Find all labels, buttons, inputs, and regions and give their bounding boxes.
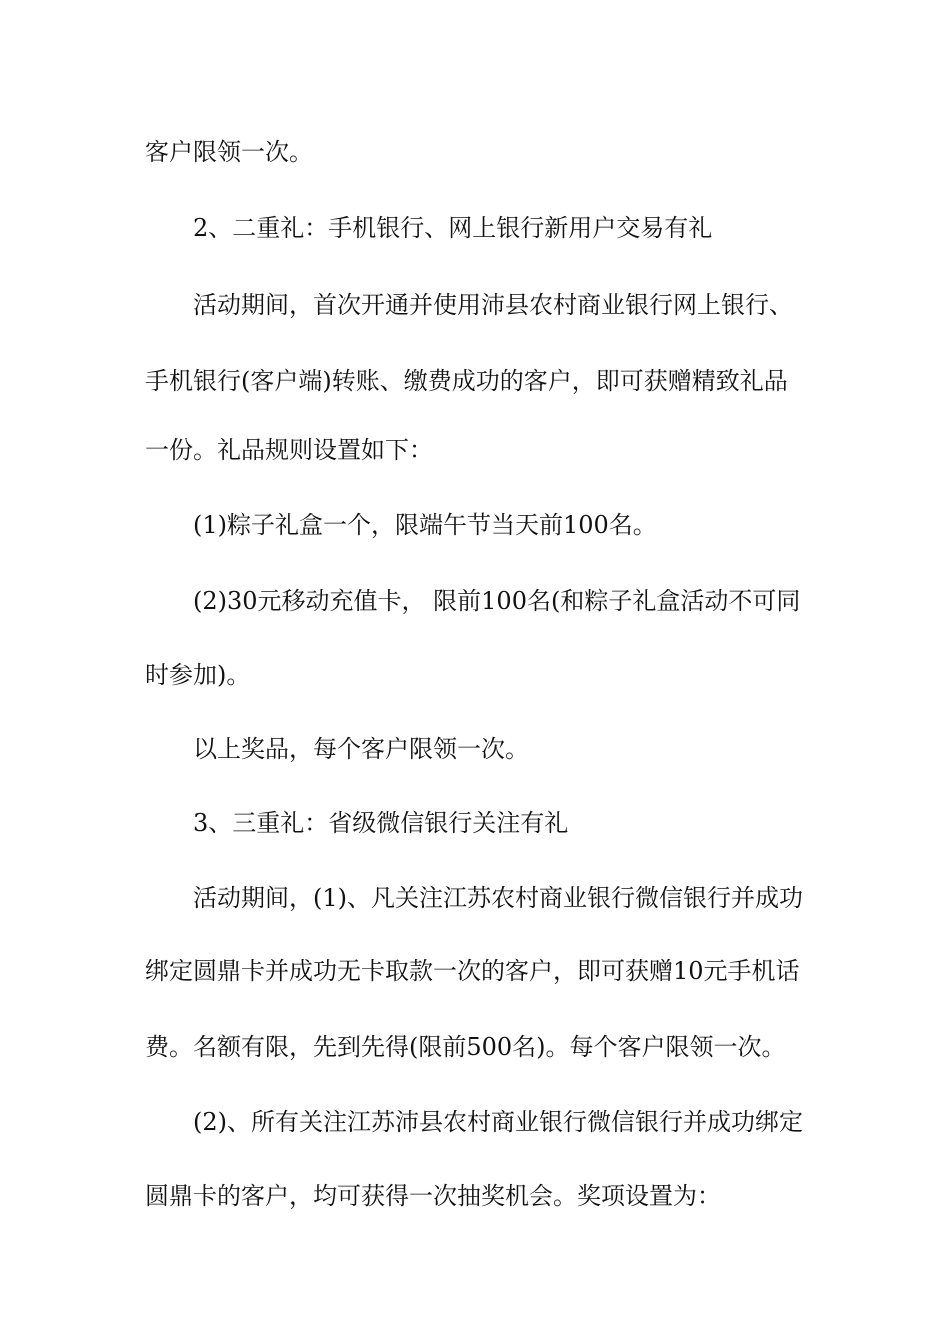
- text-line: [0, 583, 950, 619]
- line-text: 活动期间，(1)、凡关注江苏农村商业银行微信银行并成功: [193, 884, 803, 912]
- line-text: 客户限领一次。: [145, 138, 313, 166]
- line-text: 时参加)。: [145, 661, 251, 689]
- text-line: [0, 731, 950, 767]
- line-text: 活动期间，首次开通并使用沛县农村商业银行网上银行、: [193, 291, 793, 319]
- line-text: 3、三重礼：省级微信银行关注有礼: [193, 809, 569, 837]
- text-line: [0, 287, 950, 323]
- text-line: [0, 953, 950, 989]
- line-text: 一份。礼品规则设置如下：: [145, 436, 433, 464]
- text-line: [0, 210, 950, 246]
- line-text: (2)、所有关注江苏沛县农村商业银行微信银行并成功绑定: [193, 1108, 803, 1136]
- text-line: [0, 805, 950, 841]
- text-line: [0, 363, 950, 399]
- line-text: (2)30元移动充值卡， 限前100名(和粽子礼盒活动不可同: [193, 587, 801, 615]
- line-text: 2、二重礼：手机银行、网上银行新用户交易有礼: [193, 214, 713, 242]
- text-line: [0, 657, 950, 693]
- line-text: (1)粽子礼盒一个，限端午节当天前100名。: [193, 511, 657, 539]
- line-text: 圆鼎卡的客户，均可获得一次抽奖机会。奖项设置为：: [145, 1182, 721, 1210]
- text-line: [0, 1104, 950, 1140]
- text-line: [0, 507, 950, 543]
- text-line: [0, 134, 950, 170]
- text-line: [0, 432, 950, 468]
- text-line: [0, 1178, 950, 1214]
- line-text: 手机银行(客户端)转账、缴费成功的客户，即可获赠精致礼品: [145, 367, 788, 395]
- line-text: 以上奖品，每个客户限领一次。: [193, 735, 529, 763]
- text-line: [0, 880, 950, 916]
- text-line: [0, 1029, 950, 1065]
- line-text: 费。名额有限，先到先得(限前500名)。每个客户限领一次。: [145, 1033, 786, 1061]
- line-text: 绑定圆鼎卡并成功无卡取款一次的客户，即可获赠10元手机话: [145, 957, 800, 985]
